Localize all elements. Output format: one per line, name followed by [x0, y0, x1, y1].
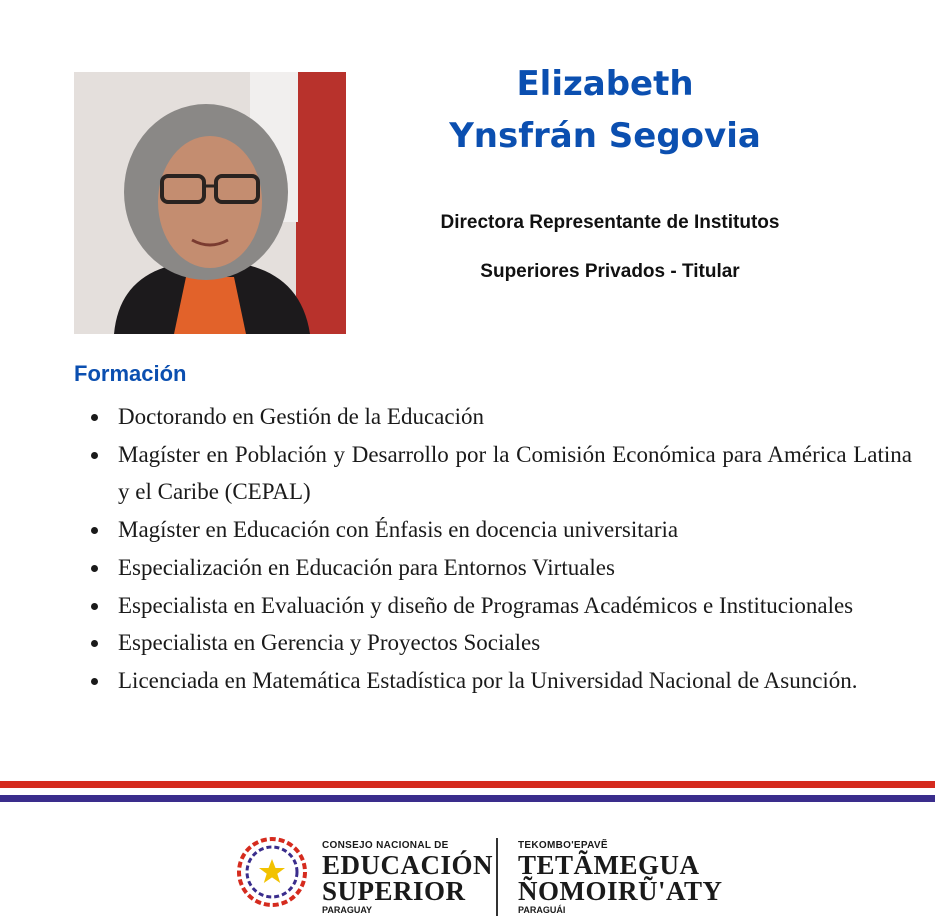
education-list	[118, 398, 912, 700]
education-heading: Formación	[74, 361, 187, 386]
cones-seal-icon	[236, 836, 308, 908]
education-item: Especialista en Gerencia y Proyectos Sociales	[118, 624, 912, 662]
education-item: Licenciada en Matemática Estadística por la Universidad Nacional de Asunción.	[118, 662, 912, 700]
cones-wordmark	[322, 840, 493, 916]
flag-stripe-red	[0, 781, 935, 788]
org2-subtitle: TEKOMBO'EPAVẼ	[518, 840, 608, 851]
person-last-name: Ynsfrán Segovia	[449, 116, 761, 156]
portrait-illustration	[74, 72, 346, 334]
person-first-name: Elizabeth	[516, 64, 694, 104]
org1-title-line1: EDUCACIÓN	[322, 850, 494, 880]
profile-photo	[74, 72, 346, 334]
flag-stripe-white	[0, 788, 935, 795]
role-line-1: Directora Representante de Institutos	[440, 212, 780, 233]
org2-title-line2: ÑOMOIRŨ'ATY	[518, 876, 723, 906]
role-line-2: Superiores Privados - Titular	[480, 261, 740, 282]
education-item: Magíster en Educación con Énfasis en docencia universitaria	[118, 511, 912, 549]
education-item: Especialización en Educación para Entornos Virtuales	[118, 549, 912, 587]
education-item: Especialista en Evaluación y diseño de Programas Académicos e Institucionales	[118, 587, 912, 625]
education-item: Doctorando en Gestión de la Educación	[118, 398, 912, 436]
org1-title-line2: SUPERIOR	[322, 876, 466, 906]
education-item: Magíster en Población y Desarrollo por la Comisión Económica para América Latina y el Caribe (CEPAL)	[118, 436, 912, 511]
org2-country: PARAGUÁI	[518, 905, 566, 915]
org2-title-line1: TETÃMEGUA	[518, 850, 700, 880]
footer-divider	[496, 838, 498, 916]
guarani-wordmark	[518, 840, 723, 916]
org1-subtitle: CONSEJO NACIONAL DE	[322, 840, 449, 851]
org1-country: PARAGUAY	[322, 905, 373, 915]
flag-stripe-blue	[0, 795, 935, 802]
